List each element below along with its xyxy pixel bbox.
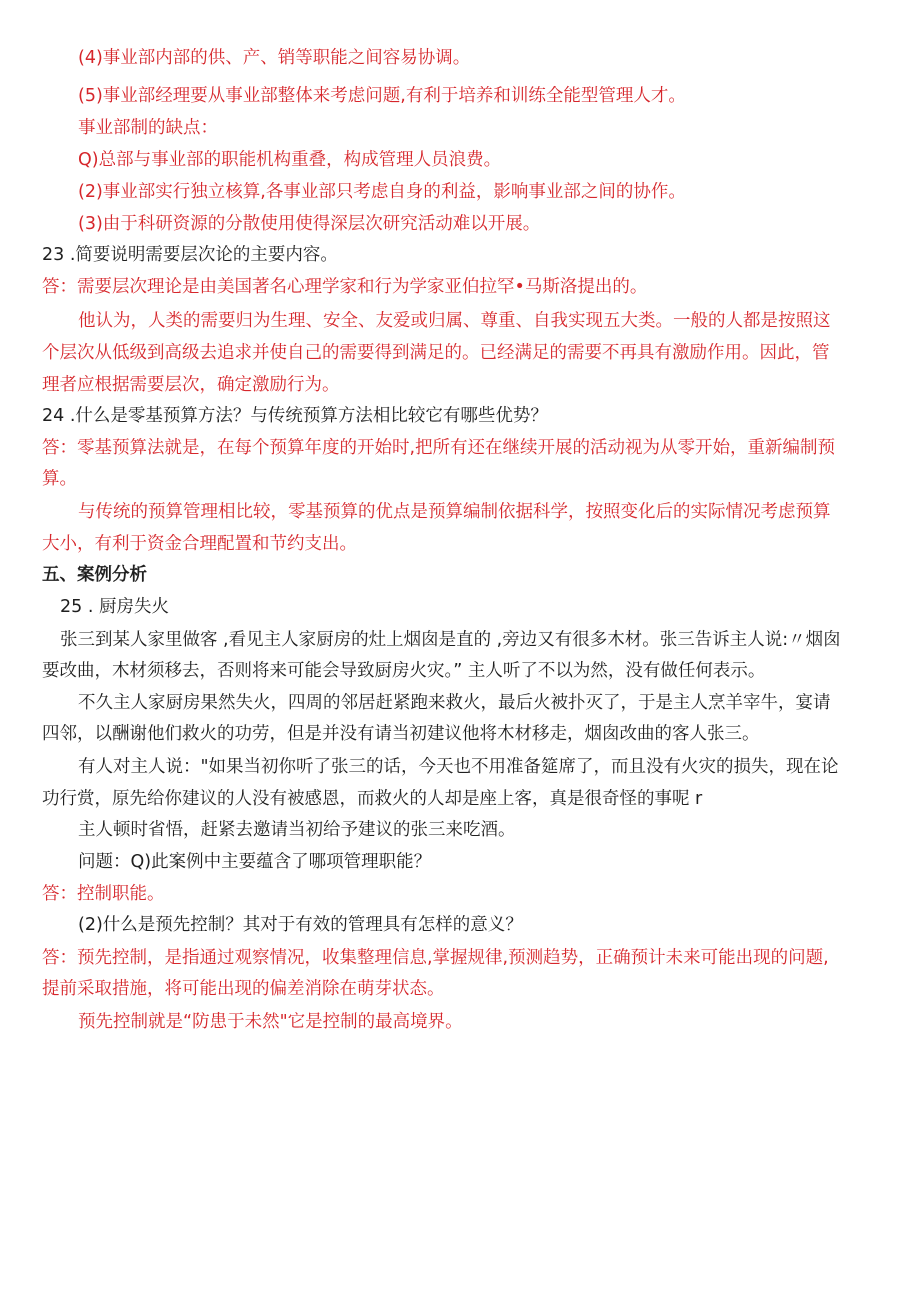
text-line: 理者应根据需要层次，确定激励行为。	[42, 375, 340, 395]
section-heading: 五、案例分析	[42, 565, 147, 585]
text-line: 大小，有利于资金合理配置和节约支出。	[42, 534, 357, 554]
answer-line: 答：零基预算法就是，在每个预算年度的开始时,把所有还在继续开展的活动视为从零开始，重新编制预	[42, 438, 836, 458]
text-line: 他认为，人类的需要归为生理、安全、友爱或归属、尊重、自我实现五大类。一般的人都是按照这	[78, 311, 831, 331]
text-line: 事业部制的缺点：	[78, 118, 218, 138]
case-text: 四邻，以酬谢他们救火的功劳，但是并没有请当初建议他将木材移走，烟囱改曲的客人张三。	[42, 724, 760, 744]
question-line: (2)什么是预先控制？其对于有效的管理具有怎样的意义？	[78, 915, 523, 935]
text-line: 预先控制就是“防患于未然"它是控制的最高境界。	[78, 1012, 463, 1032]
text-line: (5)事业部经理要从事业部整体来考虑问题,有利于培养和训练全能型管理人才。	[78, 86, 686, 106]
text-line: Q)总部与事业部的职能机构重叠，构成管理人员浪费。	[78, 150, 502, 170]
case-text: 要改曲，木材须移去，否则将来可能会导致厨房火灾。” 主人听了不以为然，没有做任何表示。	[42, 661, 766, 681]
answer-line: 答：需要层次理论是由美国著名心理学家和行为学家亚伯拉罕•马斯洛提出的。	[42, 277, 648, 297]
question-heading: 24 .什么是零基预算方法？与传统预算方法相比较它有哪些优势？	[42, 406, 548, 426]
case-text: 不久主人家厨房果然失火，四周的邻居赶紧跑来救火，最后火被扑灭了，于是主人烹羊宰牛，宴请	[78, 693, 831, 713]
question-heading: 23 .简要说明需要层次论的主要内容。	[42, 245, 338, 265]
text-line: (3)由于科研资源的分散使用使得深层次研究活动难以开展。	[78, 214, 541, 234]
text-line: (2)事业部实行独立核算,各事业部只考虑自身的利益，影响事业部之间的协作。	[78, 182, 686, 202]
case-text: 功行赏，原先给你建议的人没有被感恩，而救火的人却是座上客，真是很奇怪的事呢 r	[42, 789, 703, 809]
case-text: 主人顿时省悟，赶紧去邀请当初给予建议的张三来吃酒。	[78, 820, 516, 840]
answer-line: 答：预先控制，是指通过观察情况，收集整理信息,掌握规律,预测趋势，正确预计未来可能出现的问题,	[42, 948, 829, 968]
text-line: 提前采取措施，将可能出现的偏差消除在萌芽状态。	[42, 979, 445, 999]
text-line: (4)事业部内部的供、产、销等职能之间容易协调。	[78, 48, 471, 68]
text-line: 算。	[42, 469, 77, 489]
case-text: 张三到某人家里做客 ,看见主人家厨房的灶上烟囱是直的 ,旁边又有很多木材。张三告诉主人说:〃烟囱	[60, 630, 841, 650]
text-line: 与传统的预算管理相比较，零基预算的优点是预算编制依据科学，按照变化后的实际情况考虑预算	[78, 502, 831, 522]
case-title: 25 . 厨房失火	[60, 597, 169, 617]
answer-line: 答：控制职能。	[42, 884, 165, 904]
case-text: 有人对主人说："如果当初你听了张三的话，今天也不用准备筵席了，而且没有火灾的损失，现在论	[78, 757, 839, 777]
text-line: 个层次从低级到高级去追求并使自己的需要得到满足的。已经满足的需要不再具有激励作用。因此，管	[42, 343, 830, 363]
question-line: 问题：Q)此案例中主要蕴含了哪项管理职能？	[78, 852, 432, 872]
